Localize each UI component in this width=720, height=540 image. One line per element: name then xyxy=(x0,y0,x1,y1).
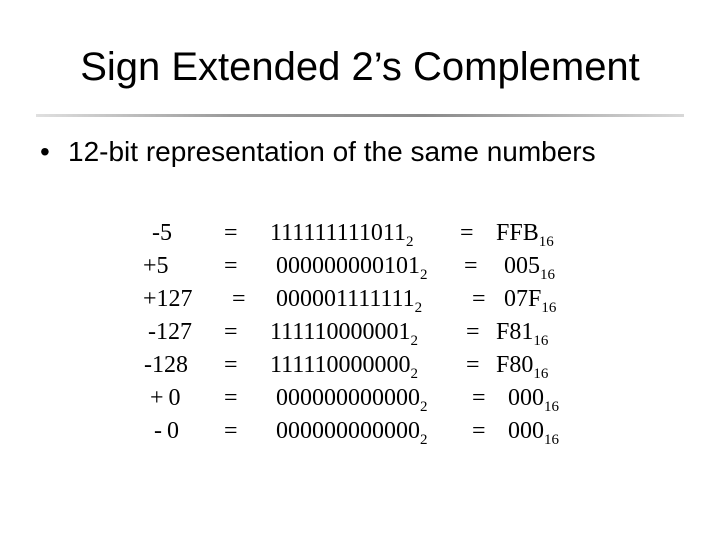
hex-digits: 005 xyxy=(504,253,540,279)
binary-digits: 000000000000 xyxy=(276,418,420,444)
hex-value xyxy=(496,350,548,380)
hex-digits: 07F xyxy=(504,286,542,312)
binary-value xyxy=(270,218,413,248)
slide-title: Sign Extended 2’s Complement xyxy=(80,45,640,89)
hex-digits: FFB xyxy=(496,220,539,246)
binary-digits: 000001111111 xyxy=(276,286,415,312)
bullet-icon: • xyxy=(40,136,50,167)
equals-sign: = xyxy=(224,220,238,246)
hex-value xyxy=(504,284,556,314)
hex-value xyxy=(496,218,554,248)
base-2-subscript: 2 xyxy=(410,333,418,349)
bullet-item xyxy=(40,134,596,170)
base-16-subscript: 16 xyxy=(541,300,557,316)
binary-value xyxy=(276,416,428,446)
decimal-value: -0 xyxy=(154,418,184,444)
decimal-value: +127 xyxy=(143,286,193,312)
base-2-subscript: 2 xyxy=(405,234,414,250)
binary-digits: 111110000000 xyxy=(270,352,411,378)
base-16-subscript: 16 xyxy=(544,432,559,448)
hex-digits: F80 xyxy=(496,352,534,378)
binary-value xyxy=(270,350,418,380)
equals-sign: = xyxy=(224,319,238,345)
base-16-subscript: 16 xyxy=(540,267,555,283)
equals-sign: = xyxy=(466,352,480,378)
equals-sign: = xyxy=(224,418,238,444)
base-2-subscript: 2 xyxy=(420,432,428,448)
equals-sign: = xyxy=(466,319,480,345)
decimal-value: -128 xyxy=(144,352,188,378)
equals-sign: = xyxy=(472,286,486,312)
binary-digits: 000000000101 xyxy=(276,253,420,279)
equals-sign: = xyxy=(472,385,486,411)
binary-value xyxy=(276,383,428,413)
base-16-subscript: 16 xyxy=(538,234,554,250)
hex-value xyxy=(504,251,555,281)
equals-sign: = xyxy=(224,385,238,411)
hex-value xyxy=(508,383,559,413)
equals-sign: = xyxy=(460,220,474,246)
binary-digits: 111110000001 xyxy=(270,319,411,345)
hex-value xyxy=(496,317,548,347)
decimal-value: +5 xyxy=(143,253,169,279)
decimal-value: +0 xyxy=(150,385,186,411)
binary-digits: 000000000000 xyxy=(276,385,420,411)
bullet-text: 12-bit representation of the same numbers xyxy=(68,136,596,167)
decimal-value: -5 xyxy=(152,220,172,246)
equals-sign: = xyxy=(232,286,246,312)
decimal-value: -127 xyxy=(148,319,192,345)
base-16-subscript: 16 xyxy=(533,333,549,349)
hex-digits: 000 xyxy=(508,418,544,444)
base-16-subscript: 16 xyxy=(544,399,559,415)
base-16-subscript: 16 xyxy=(533,366,549,382)
base-2-subscript: 2 xyxy=(420,267,428,283)
hex-digits: F81 xyxy=(496,319,534,345)
binary-value xyxy=(270,317,418,347)
equals-sign: = xyxy=(472,418,486,444)
base-2-subscript: 2 xyxy=(410,366,418,382)
equals-sign: = xyxy=(224,253,238,279)
binary-value xyxy=(276,251,428,281)
title-divider xyxy=(36,114,684,117)
base-2-subscript: 2 xyxy=(414,300,423,316)
base-2-subscript: 2 xyxy=(420,399,428,415)
hex-value xyxy=(508,416,559,446)
equals-sign: = xyxy=(464,253,478,279)
equals-sign: = xyxy=(224,352,238,378)
hex-digits: 000 xyxy=(508,385,544,411)
binary-digits: 111111111011 xyxy=(270,220,406,246)
binary-value xyxy=(276,284,422,314)
